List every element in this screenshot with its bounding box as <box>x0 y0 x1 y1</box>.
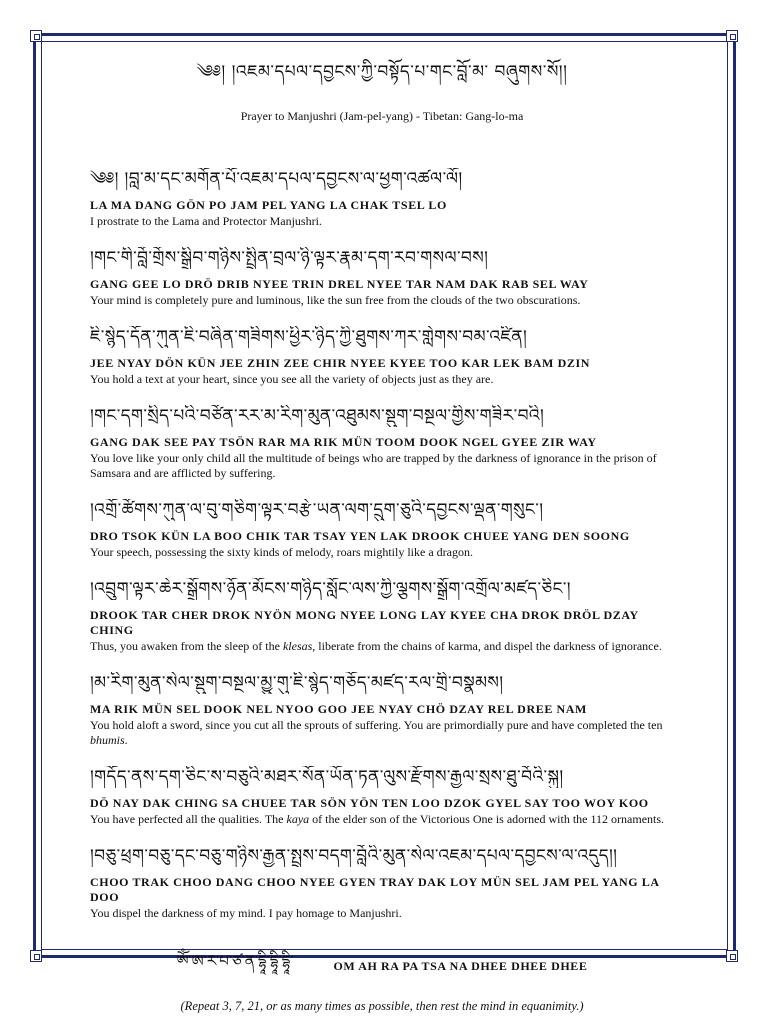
verse-3 <box>90 326 674 387</box>
verse-tibetan: ༄༅། །བླ་མ་དང་མགོན་པོ་འཇམ་དཔལ་དབྱངས་ལ་ཕྱག་འཚལ་ལོ། <box>90 169 463 189</box>
corner-ornament <box>30 950 42 962</box>
verse-tibetan: །མ་རིག་མུན་སེལ་སྡུག་བསྔལ་མྱུ་གུ་ཇི་སྙེད་གཅོད་མཛད་རལ་གྲི་བསྣམས། <box>90 673 504 693</box>
translation-term: kaya <box>286 812 310 826</box>
translation-term: klesas <box>282 639 313 653</box>
translation-text: . <box>124 733 128 747</box>
verse-1 <box>90 168 674 229</box>
verse-translation: Your speech, possessing the sixty kinds of melody, roars mightily like a dragon. <box>90 545 473 559</box>
translation-text: , liberate from the chains of karma, and dispel the darkness of ignorance. <box>312 639 662 653</box>
translation-text: of the elder son of the Victorious One is adorned with the 112 ornaments. <box>309 812 665 826</box>
repetition-instruction: (Repeat 3, 7, 21, or as many times as possible, then rest the mind in equanimity.) <box>180 999 584 1013</box>
verse-translation <box>90 639 674 654</box>
verse-phonetic: JEE NYAY DÖN KÜN JEE ZHIN ZEE CHIR NYEE KYEE TOO KAR LEK BAM DZIN <box>90 356 590 370</box>
verse-phonetic: GANG GEE LO DRÖ DRIB NYEE TRIN DREL NYEE TAR NAM DAK RAB SEL WAY <box>90 277 589 291</box>
verse-phonetic: CHOO TRAK CHOO DANG CHOO NYEE GYEN TRAY DAK LOY MÜN SEL JAM PEL YANG LA DOO <box>90 875 659 904</box>
verse-tibetan: །འགྲོ་ཚོགས་ཀུན་ལ་བུ་གཅིག་ལྟར་བརྩེ་ཡན་ལག་དྲུག་ཅུའི་དབྱངས་ལྡན་གསུང་། <box>90 500 544 520</box>
verse-tibetan: །བཅུ་ཕྲག་བཅུ་དང་བཅུ་གཉིས་རྒྱན་སྤྲས་བདག་བློའི་མུན་སེལ་འཇམ་དཔལ་དབྱངས་ལ་འདུད།། <box>90 846 618 866</box>
verse-tibetan: ཇི་སྙེད་དོན་ཀུན་ཇི་བཞིན་གཟིགས་ཕྱིར་ཉིད་ཀྱི་ཐུགས་ཀར་གླེགས་བམ་འཛིན། <box>90 327 528 347</box>
verse-9 <box>90 845 674 921</box>
verse-translation: You dispel the darkness of my mind. I pay homage to Manjushri. <box>90 906 402 920</box>
translation-text: You hold aloft a sword, since you cut all the sprouts of suffering. You are primordially pure and have completed the ten <box>90 718 663 732</box>
verse-translation <box>90 812 674 827</box>
verse-phonetic: DROOK TAR CHER DROK NYÖN MONG NYEE LONG LAY KYEE CHA DROK DRÖL DZAY CHING <box>90 608 639 637</box>
tibetan-title: ༄༅། །འཇམ་དཔལ་དབྱངས་ཀྱི་བསྟོད་པ་གང་བློ་མ་ བཞུགས་སོ།། <box>196 62 568 82</box>
verse-5 <box>90 499 674 560</box>
verse-7 <box>90 672 674 748</box>
page-subtitle: Prayer to Manjushri (Jam-pel-yang) - Tibetan: Gang-lo-ma <box>240 109 524 123</box>
mantra-tibetan: ཨོཾ་ཨ་ར་པ་ཙ་ན་དྷཱི་དྷཱི་དྷཱི་ <box>176 952 294 970</box>
verse-tibetan: །གང་གི་བློ་གྲོས་སྒྲིབ་གཉིས་སྤྲིན་བྲལ་ཉི་ལྟར་རྣམ་དག་རབ་གསལ་བས། <box>90 248 489 268</box>
verse-6 <box>90 578 674 654</box>
verse-translation: You hold a text at your heart, since you see all the variety of objects just as they are. <box>90 372 494 386</box>
corner-ornament <box>726 30 738 42</box>
verse-tibetan: །གདོད་ནས་དག་ཅིང་ས་བཅུའི་མཐར་སོན་ཡོན་ཏན་ལུས་རྫོགས་རྒྱལ་སྲས་ཐུ་བོའི་སྐུ། <box>90 767 564 787</box>
verse-phonetic: DRO TSOK KÜN LA BOO CHIK TAR TSAY YEN LAK DROOK CHUEE YANG DEN SOONG <box>90 529 630 543</box>
translation-text: Thus, you awaken from the sleep of the <box>90 639 283 653</box>
document-body <box>90 50 674 1014</box>
verse-tibetan: །འབྲུག་ལྟར་ཆེར་སྒྲོགས་ཉོན་མོངས་གཉིད་སློང་ལས་ཀྱི་ལྕགས་སྒྲོག་འགྲོལ་མཛད་ཅིང་། <box>90 579 571 599</box>
verse-4 <box>90 405 674 481</box>
mantra <box>90 945 674 987</box>
corner-ornament <box>30 30 42 42</box>
translation-term: bhumis <box>90 733 125 747</box>
corner-ornament <box>726 950 738 962</box>
verse-phonetic: LA MA DANG GÖN PO JAM PEL YANG LA CHAK TSEL LO <box>90 198 447 212</box>
verse-translation: Your mind is completely pure and luminous, like the sun free from the clouds of the two obscurations. <box>90 293 581 307</box>
mantra-phonetic: OM AH RA PA TSA NA DHEE DHEE DHEE <box>333 958 588 973</box>
verse-translation <box>90 718 674 748</box>
verse-tibetan: །གང་དག་སྲིད་པའི་བཙོན་རར་མ་རིག་མུན་འཐུམས་སྡུག་བསྔལ་གྱིས་གཟིར་བའི། <box>90 406 545 426</box>
verse-translation: I prostrate to the Lama and Protector Manjushri. <box>90 214 322 228</box>
verse-phonetic: MA RIK MÜN SEL DOOK NEL NYOO GOO JEE NYAY CHÖ DZAY REL DREE NAM <box>90 702 587 716</box>
verse-8 <box>90 766 674 827</box>
translation-text: You have perfected all the qualities. The <box>90 812 287 826</box>
verse-phonetic: DÖ NAY DAK CHING SA CHUEE TAR SÖN YÖN TEN LOO DZOK GYEL SAY TOO WOY KOO <box>90 796 649 810</box>
verse-phonetic: GANG DAK SEE PAY TSÖN RAR MA RIK MÜN TOOM DOOK NGEL GYEE ZIR WAY <box>90 435 597 449</box>
verse-translation: You love like your only child all the multitude of beings who are trapped by the darkness of ignorance in the prison of Samsara and are afflicted by suffering. <box>90 451 657 480</box>
verse-2 <box>90 247 674 308</box>
